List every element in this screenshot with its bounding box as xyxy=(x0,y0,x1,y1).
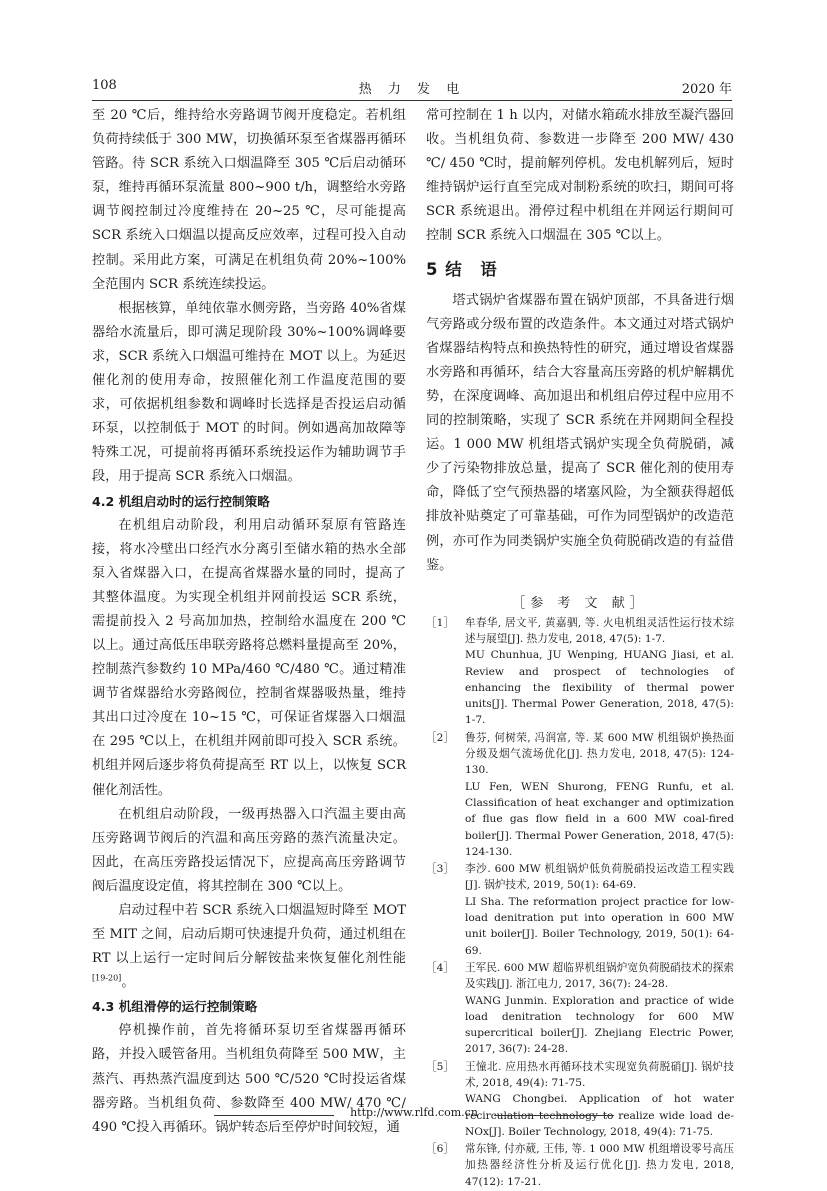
paragraph-text: 启动过程中若 SCR 系统入口烟温短时降至 MOT 至 MIT 之间，启动后期可快速提升负荷，通过机组在 RT 以上运行一定时间后分解铵盐来恢复催化剂性能 xyxy=(92,903,406,967)
reference-text-en: MU Chunhua, JU Wenping, HUANG Jiasi, et al. Review and prospect of technologies of enhancing the flexibility of thermal power units[J]. Thermal Power Generation, 2018, 47(5): 1-7. xyxy=(465,649,734,727)
reference-number: ［3］ xyxy=(426,863,454,876)
page-footer xyxy=(214,1108,614,1128)
journal-name: 热 力 发 电 xyxy=(358,82,466,97)
reference-text-cn: 李沙. 600 MW 机组锅炉低负荷脱硝投运改造工程实践[J]. 锅炉技术, 2019, 50(1): 64-69. xyxy=(465,863,734,892)
reference-text-en: WANG Junmin. Exploration and practice of wide load denitration technology for 600 MW supercritical boiler[J]. Zhejiang Electric Power, 2017, 36(7): 24-28. xyxy=(465,994,734,1056)
paragraph: 根据核算，单纯依靠水侧旁路，当旁路 40%省煤器给水流量后，即可满足现阶段 30%~100%调峰要求，SCR 系统入口烟温可维持在 MOT 以上。为延迟催化剂的使用寿命，按照催化剂工作温度范围的要求，可依据机组参数和调峰时长选择是否投运启动循环泵，以控制低于 MOT 的时间。例如遇高加故障等特殊工况，可提前将再循环系统投运作为辅助调节手段，用于提高 SCR 系统入口烟温。 xyxy=(92,300,406,485)
reference-item xyxy=(426,615,734,729)
paragraph: 在机组启动阶段，利用启动循环泵原有管路连接，将水冷壁出口经汽水分离引至储水箱的热水全部泵入省煤器入口，在提高省煤器水量的同时，提高了其整体温度。为实现全机组并网前投运 SCR 系统，需提前投入 2 号高加加热，控制给水温度在 200 ℃以上。通过高低压串联旁路将总燃料量提高至 20%，控制蒸汽参数约 10 MPa/460 ℃/480 ℃。通过精准调节省煤器给水旁路阀位，控制省煤器吸热量，维持其出口过冷度在 10~15 ℃，可保证省煤器入口烟温在 295 ℃以上，在机组并网前即可投入 SCR 系统。机组并网后逐步将负荷提高至 RT 以上，以恢复 SCR 催化剂活性。 xyxy=(92,517,406,798)
reference-text-cn: 王军民. 600 MW 超临界机组锅炉宽负荷脱硝技术的探索及实践[J]. 浙江电力, 2017, 36(7): 24-28. xyxy=(465,961,734,991)
citation-mark: [19-20] xyxy=(92,973,122,983)
reference-text-cn: 常东锋, 付亦葳, 王伟, 等. 1 000 MW 机组增设零号高压加热器经济性分析及运行优化[J]. 热力发电, 2018, 47(12): 17-21. xyxy=(465,1143,734,1188)
left-column xyxy=(92,104,406,1140)
footer-url-link[interactable]: http://www.rlfd.com.cn xyxy=(350,1106,478,1119)
section-heading-4-3: 4.3 机组滑停的运行控制策略 xyxy=(92,999,258,1015)
reference-item xyxy=(426,960,734,1058)
reference-number: ［6］ xyxy=(426,1143,454,1156)
paragraph: 至 20 ℃后，维持给水旁路调节阀开度稳定。若机组负荷持续低于 300 MW，切换循环泵至省煤器再循环管路。待 SCR 系统入口烟温降至 305 ℃后启动循环泵，维持再循环泵流量 800~900 t/h，调整给水旁路调节阀控制过冷度维持在 20~25 ℃，尽可能提高 SCR 系统入口烟温以提高反应效率，过程可投入自动控制。采用此方案，可满足在机组负荷 20%~100%全范围内 SCR 系统连续投运。 xyxy=(92,108,406,292)
page-number: 108 xyxy=(92,78,117,93)
paragraph: 在机组启动阶段，一级再热器入口汽温主要由高压旁路调节阀后的汽温和高压旁路的蒸汽流量决定。因此，在高压旁路投运情况下，应提高高压旁路调节阀后温度设定值，将其控制在 300 ℃以上。 xyxy=(92,806,406,894)
reference-number: ［4］ xyxy=(426,961,454,974)
footer-rule-right xyxy=(494,1115,614,1116)
paragraph: 常可控制在 1 h 以内，对储水箱疏水排放至凝汽器回收。当机组负荷、参数进一步降至 200 MW/ 430 ℃/ 450 ℃时，提前解列停机。发电机解列后，短时维持锅炉运行直至完成对制粉系统的吹扫，期间可将 SCR 系统退出。滑停过程中机组在并网运行期间可控制 SCR 系统入口烟温在 305 ℃以上。 xyxy=(426,108,734,244)
paragraph-text: 。 xyxy=(121,975,135,991)
reference-number: ［1］ xyxy=(426,616,454,629)
reference-number: ［2］ xyxy=(426,731,454,744)
reference-text-en: LI Sha. The reformation project practice for low-load denitration put into operation in 600 MW unit boiler[J]. Boiler Technology, 2019, 50(1): 64-69. xyxy=(465,895,734,957)
right-column xyxy=(426,104,734,1191)
reference-number: ［5］ xyxy=(426,1060,454,1073)
reference-text-cn: 牟春华, 居文平, 黄嘉驷, 等. 火电机组灵活性运行技术综述与展望[J]. 热力发电, 2018, 47(5): 1-7. xyxy=(465,616,734,645)
references-heading: ［参 考 文 献］ xyxy=(512,595,648,611)
publication-year: 2020 年 xyxy=(681,82,732,97)
paragraph: 塔式锅炉省煤器布置在锅炉顶部，不具备进行烟气旁路或分级布置的改造条件。本文通过对塔式锅炉省煤器结构特点和换热特性的研究，通过增设省煤器水旁路和再循环，结合大容量高压旁路的机炉解耦优势，在深度调峰、高加退出和机组启停过程中应用不同的控制策略，实现了 SCR 系统在并网期间全程投运。1 000 MW 机组塔式锅炉实现全负荷脱硝，减少了污染物排放总量，提高了 SCR 催化剂的使用寿命，降低了空气预热器的堵塞风险，为全额获得超低排放补贴奠定了可靠基础，可作为同型锅炉的改造范例，亦可作为同类锅炉实施全负荷脱硝改造的有益借鉴。 xyxy=(426,292,734,573)
paragraph: 停机操作前，首先将循环泵切至省煤器再循环路，并投入暖管备用。当机组负荷降至 500 MW，主蒸汽、再热蒸汽温度到达 500 ℃/520 ℃时投运省煤器旁路。当机组负荷、参数降至 400 MW/ 470 ℃/ 490 ℃投入再循环。锅炉转态后至停炉时间较短，通 xyxy=(92,1023,406,1135)
reference-text-cn: 王憧北. 应用热水再循环技术实现宽负荷脱硝[J]. 锅炉技术, 2018, 49(4): 71-75. xyxy=(465,1060,734,1089)
paragraph xyxy=(92,899,406,995)
page-header xyxy=(92,78,732,100)
reference-text-en: WANG Chongbei. Application of hot water recirculation technology to realize wide load de-NOx[J]. Boiler Technology, 2018, 49(4): 71-75. xyxy=(465,1093,734,1138)
section-heading-4-2: 4.2 机组启动时的运行控制策略 xyxy=(92,493,270,509)
reference-item xyxy=(426,861,734,959)
reference-text-en: LU Fen, WEN Shurong, FENG Runfu, et al. Classification of heat exchanger and optimization of flue gas flow field in a 600 MW coal-fired boiler[J]. Thermal Power Generation, 2018, 47(5): 124-130. xyxy=(465,780,734,858)
reference-text-cn: 鲁芬, 何树荣, 冯润富, 等. 某 600 MW 机组锅炉换热面分级及烟气流场优化[J]. 热力发电, 2018, 47(5): 124-130. xyxy=(465,731,734,777)
reference-item xyxy=(426,1141,734,1190)
reference-item xyxy=(426,730,734,860)
section-heading-5: 5 结 语 xyxy=(426,259,498,279)
header-rule xyxy=(92,100,732,101)
